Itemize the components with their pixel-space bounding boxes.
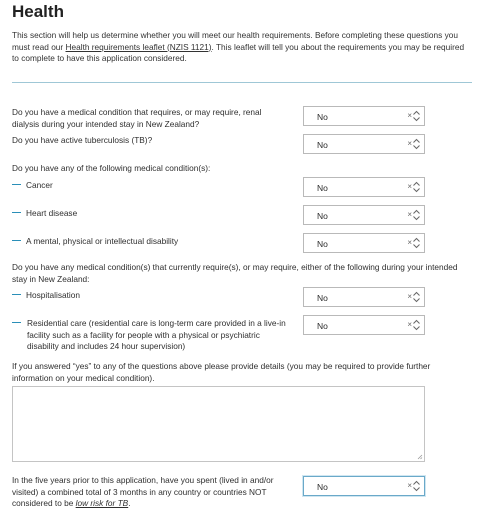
condition-label: A mental, physical or intellectual disability <box>26 236 179 246</box>
clear-icon[interactable]: × <box>407 182 412 191</box>
select-heart[interactable] <box>303 205 425 225</box>
page-title: Health <box>12 2 64 21</box>
details-textarea[interactable] <box>12 386 425 462</box>
chevron-updown-icon[interactable] <box>412 209 421 221</box>
intro-before: This section will help us determine whether you will meet our health requirements. Before completing these questions you must read our <box>12 30 458 52</box>
dash-marker <box>12 322 21 323</box>
clear-icon[interactable]: × <box>407 320 412 329</box>
select-dialysis[interactable] <box>303 106 425 126</box>
dash-marker <box>12 294 21 295</box>
intro-text <box>12 30 472 65</box>
condition-label: Cancer <box>26 180 53 190</box>
condition-label: Heart disease <box>26 208 78 218</box>
select-value: No <box>317 321 328 331</box>
select-tb[interactable] <box>303 134 425 154</box>
chevron-updown-icon[interactable] <box>412 181 421 193</box>
low-risk-tb-link[interactable]: low risk for TB <box>75 498 129 508</box>
dash-marker <box>12 184 21 185</box>
chevron-updown-icon[interactable] <box>412 319 421 331</box>
chevron-updown-icon[interactable] <box>412 138 421 150</box>
clear-icon[interactable]: × <box>407 139 412 148</box>
chevron-updown-icon[interactable] <box>412 480 421 492</box>
select-cancer[interactable] <box>303 177 425 197</box>
five-years-text: In the five years prior to this application, have you spent (lived in and/or visited) a combined total of 3 months in any country or countries NOT considered to be <box>12 475 274 508</box>
clear-icon[interactable]: × <box>407 292 412 301</box>
dash-marker <box>12 240 21 241</box>
select-value: No <box>317 482 328 492</box>
condition-cancer <box>12 180 282 192</box>
select-residential[interactable] <box>303 315 425 335</box>
select-value: No <box>317 293 328 303</box>
chevron-updown-icon[interactable] <box>412 110 421 122</box>
condition-disability <box>12 236 292 248</box>
resize-grip-icon[interactable] <box>417 454 423 460</box>
select-hospitalisation[interactable] <box>303 287 425 307</box>
clear-icon[interactable]: × <box>407 481 412 490</box>
condition-hospitalisation <box>12 290 282 302</box>
question-dialysis: Do you have a medical condition that requires, or may require, renal dialysis during your intended stay in New Zealand? <box>12 107 262 129</box>
select-value: No <box>317 239 328 249</box>
details-prompt: If you answered “yes” to any of the questions above please provide details (you may be required to provide further information on your medical condition). <box>12 361 431 383</box>
intro-after: . This leaflet will tell you about the requirements you may be required to complete to have this application considered. <box>12 41 465 63</box>
chevron-updown-icon[interactable] <box>412 291 421 303</box>
question-require-intro: Do you have any medical condition(s) that currently require(s), or may require, either of the following during your intended stay in New Zealand: <box>12 262 458 284</box>
dash-marker <box>12 212 21 213</box>
select-value: No <box>317 211 328 221</box>
condition-heart <box>12 208 282 220</box>
condition-residential: Residential care (residential care is long-term care provided in a live-in facility such as a facility for people with a physical or psychiatric disability and includes 24 hour supervision) <box>27 318 286 351</box>
clear-icon[interactable]: × <box>407 210 412 219</box>
five-years-end: . <box>128 498 131 508</box>
health-leaflet-link[interactable]: Health requirements leaflet (NZIS 1121) <box>65 41 212 52</box>
select-value: No <box>317 112 328 122</box>
question-tb: Do you have active tuberculosis (TB)? <box>12 135 153 145</box>
chevron-updown-icon[interactable] <box>412 237 421 249</box>
clear-icon[interactable]: × <box>407 111 412 120</box>
select-value: No <box>317 140 328 150</box>
section-divider <box>12 82 472 83</box>
clear-icon[interactable]: × <box>407 238 412 247</box>
question-conditions-intro: Do you have any of the following medical condition(s): <box>12 163 211 173</box>
question-five-years <box>12 475 292 510</box>
select-value: No <box>317 183 328 193</box>
condition-label: Hospitalisation <box>26 290 80 300</box>
residential-marker <box>12 318 28 330</box>
select-five-years[interactable] <box>303 476 425 496</box>
select-disability[interactable] <box>303 233 425 253</box>
